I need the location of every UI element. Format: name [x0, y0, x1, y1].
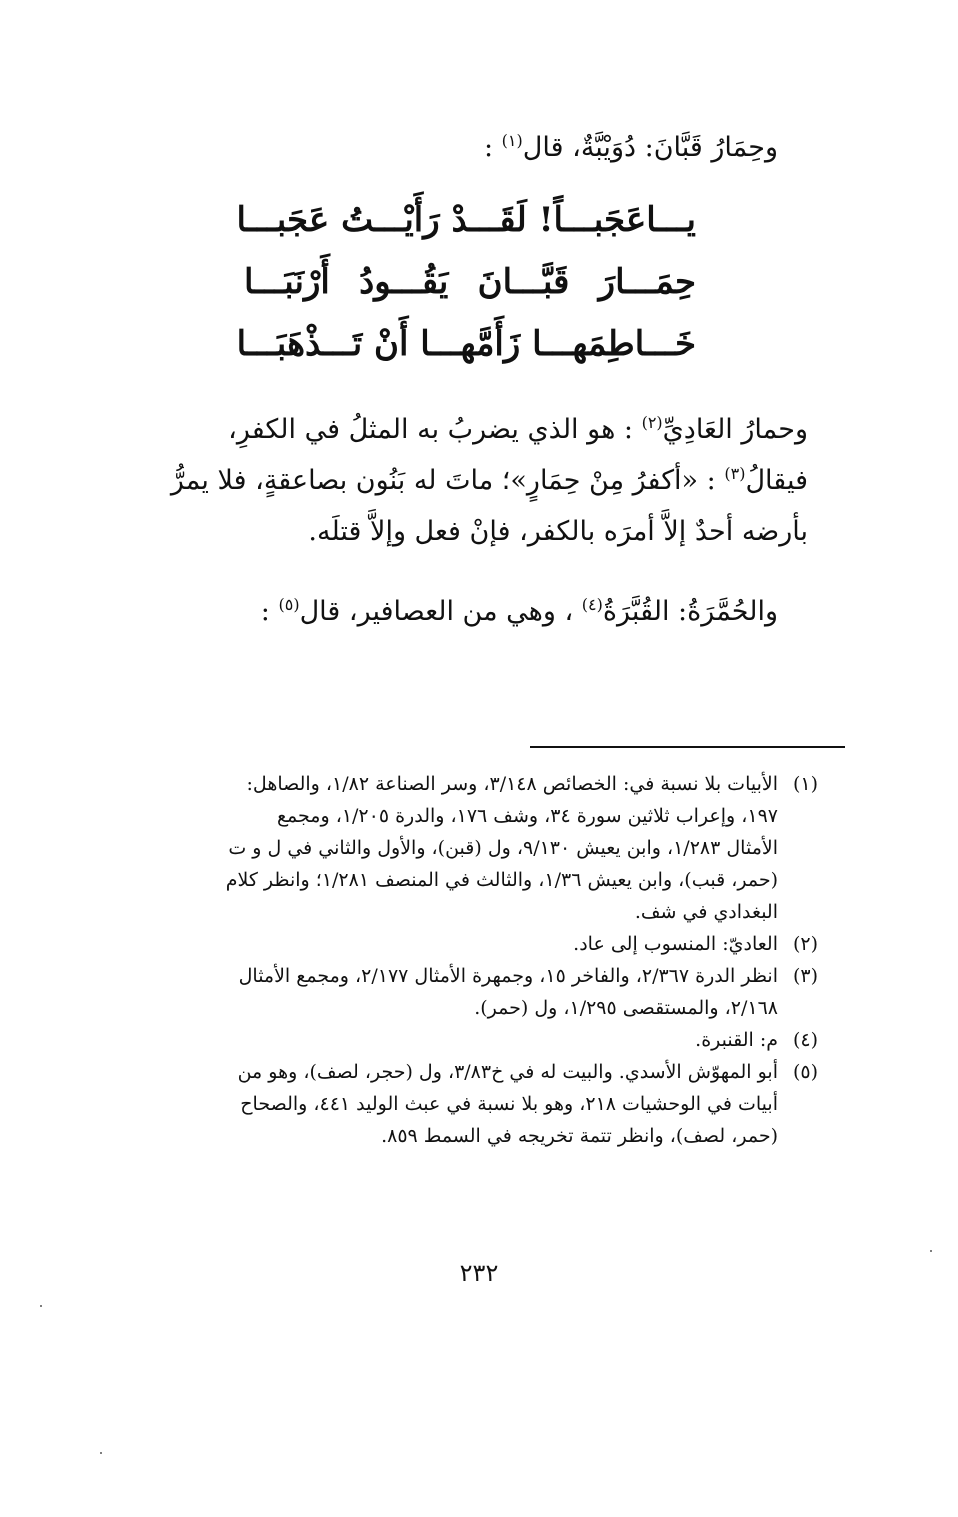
humra-text-start: والحُمَّرَةُ: القُبَّرَةُ	[602, 596, 778, 627]
footnote-number: (١)	[792, 773, 818, 795]
footnote-separator	[530, 746, 845, 748]
footnote-ref-3: (٣)	[724, 464, 746, 483]
paragraph-line-1-end: : هو الذي يضربُ به المثلُ في الكفرِ،	[228, 414, 642, 445]
paragraph-line-1	[138, 404, 808, 455]
paragraph-line-2	[138, 455, 808, 506]
footnote-line: البغدادي في شف.	[634, 901, 778, 923]
intro-colon: :	[483, 132, 502, 163]
footnote-ref-2: (٢)	[641, 413, 663, 432]
footnote-ref-5: (٥)	[278, 595, 300, 614]
footnote-line: (حمر، لصف)، وانظر تتمة تخريجه في السمط ٨٥٩.	[381, 1125, 778, 1147]
footnote-1	[133, 768, 818, 928]
footnote-line: م: القنبرة.	[695, 1029, 778, 1051]
footnote-number: (٣)	[792, 965, 818, 987]
footnote-line: ٢/١٦٨، والمستقصى ١/٢٩٥، ول (حمر).	[474, 997, 778, 1019]
footnote-line: ١٩٧، وإعراب ثلاثين سورة ٣٤، وشف ١٧٦، والدرة ١/٢٠٥، ومجمع	[276, 805, 778, 827]
footnote-line: (حمر، قبب)، وابن يعيش ١/٣٦، والثالث في المنصف ١/٢٨١؛ وانظر كلام	[225, 869, 778, 891]
humra-text-middle: ، وهي من العصافير، قال	[299, 596, 582, 627]
page-number: ٢٣٢	[459, 1259, 499, 1287]
footnote-number: (٤)	[792, 1029, 818, 1051]
scan-speck	[930, 1250, 932, 1252]
intro-line	[484, 128, 778, 168]
paragraph-line-2-start: فيقالُ	[745, 465, 808, 496]
footnote-text	[133, 1024, 778, 1056]
footnote-line: الأمثال ١/٢٨٣، وابن يعيش ٩/١٣٠، ول (قبن)، والأول والثاني في ل و ت	[228, 837, 778, 859]
footnote-text	[133, 768, 778, 928]
intro-text: وحِمَارُ قَبَّانَ: دُوَيْبَّةٌ، قال	[522, 132, 778, 163]
footnote-line: انظر الدرة ٢/٣٦٧، والفاخر ١٥، وجمهرة الأمثال ٢/١٧٧، ومجمع الأمثال	[238, 965, 778, 987]
footnote-4	[133, 1024, 818, 1056]
footnotes	[133, 768, 818, 1152]
verse-line-3: خَـــاطِمَهـــا زَأَمَّهـــا أَنْ تَـــذْهَبَـــا	[236, 324, 696, 364]
footnote-line: العاديّ: المنسوب إلى عاد.	[573, 933, 778, 955]
footnote-line: أبو المهوّش الأسدي. والبيت له في خ٣/٨٣، ول (حجر، لصف)، وهو من	[237, 1061, 778, 1083]
verse-line-2: حِمَـــارَ قَبَّـــانَ يَقُـــودُ أَرْنَبَـــا	[244, 262, 696, 302]
footnote-line: أبيات في الوحشيات ٢١٨، وهو بلا نسبة في عبث الوليد ٤٤١، والصحاح	[240, 1093, 778, 1115]
paragraph-line-1-start: وحمارُ العَادِيِّ	[662, 414, 808, 445]
footnote-number: (٥)	[792, 1061, 818, 1083]
footnote-number: (٢)	[792, 933, 818, 955]
paragraph-line-3: بأرضه أحدٌ إلاَّ أمرَه بالكفر، فإنْ فعل وإلاَّ قتلَه.	[308, 516, 808, 547]
verse-line-1: يـــاعَجَبـــاً! لَقَـــدْ رَأَيْـــتُ عَجَبـــا	[236, 200, 696, 240]
paragraph-line-2-end: : «أكفرُ مِنْ حِمَارٍ»؛ ماتَ له بَنُون بصاعقةٍ، فلا يمرُّ	[170, 465, 725, 496]
footnote-text	[133, 960, 778, 1024]
footnote-ref-4: (٤)	[581, 595, 603, 614]
footnote-3	[133, 960, 818, 1024]
footnote-2	[133, 928, 818, 960]
footnote-text	[133, 928, 778, 960]
footnote-text	[133, 1056, 778, 1152]
footnote-ref-1: (١)	[501, 131, 523, 150]
humra-line	[261, 592, 778, 632]
paragraph-himar-adi	[138, 404, 808, 557]
humra-colon: :	[260, 596, 279, 627]
scan-speck	[100, 1452, 102, 1454]
footnote-5	[133, 1056, 818, 1152]
scan-speck	[40, 1305, 42, 1307]
footnote-line: الأبيات بلا نسبة في: الخصائص ٣/١٤٨، وسر الصناعة ١/٨٢، والصاهل:	[246, 773, 778, 795]
